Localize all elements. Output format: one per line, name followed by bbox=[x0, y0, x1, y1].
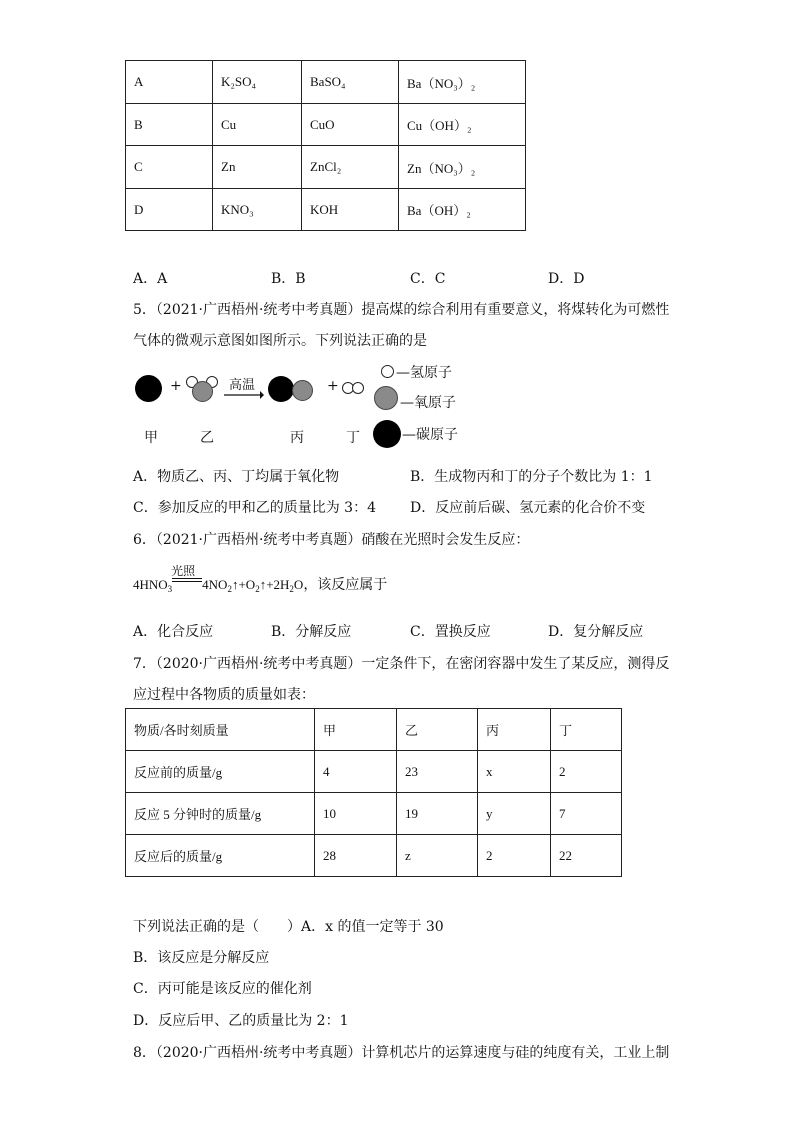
equation-subscript: 3 bbox=[167, 584, 173, 594]
q4-option-b[interactable]: B．B bbox=[271, 271, 306, 287]
table-cell: Ba（OH）₂ bbox=[399, 189, 526, 231]
q5-option-c[interactable]: C．参加反应的甲和乙的质量比为 3：4 bbox=[133, 500, 376, 516]
label-ding: 丁 bbox=[346, 430, 360, 446]
q4-table bbox=[125, 60, 526, 231]
table-cell: x bbox=[478, 751, 551, 793]
oxygen-legend-icon bbox=[374, 386, 398, 410]
table-cell: BaSO₄ bbox=[302, 61, 399, 104]
table-row bbox=[126, 61, 526, 104]
q5-stem-line2: 气体的微观示意图如图所示。下列说法正确的是 bbox=[133, 333, 427, 349]
q7-option-d[interactable]: D．反应后甲、乙的质量比为 2：1 bbox=[133, 1013, 349, 1029]
legend-hydrogen: —氢原子 bbox=[396, 365, 452, 381]
table-cell: z bbox=[397, 835, 478, 877]
table-cell: Cu bbox=[213, 104, 302, 146]
label-jia: 甲 bbox=[144, 430, 158, 446]
q5-stem-line1: 5．（2021·广西梧州·统考中考真题）提高煤的综合利用有重要意义，将煤转化为可燃性 bbox=[133, 302, 670, 318]
table-cell: 7 bbox=[551, 793, 622, 835]
table-cell: 10 bbox=[315, 793, 397, 835]
table-header-cell: 物质/各时刻质量 bbox=[126, 709, 315, 751]
table-cell: y bbox=[478, 793, 551, 835]
plus-sign: + bbox=[327, 378, 339, 394]
table-cell: 2 bbox=[551, 751, 622, 793]
table-cell: A bbox=[126, 61, 213, 104]
legend-carbon: —碳原子 bbox=[402, 427, 458, 443]
equation-reactant: 4HNO bbox=[133, 577, 168, 592]
q7-table bbox=[125, 708, 622, 877]
q6-option-d[interactable]: D．复分解反应 bbox=[548, 624, 644, 640]
equation-subscript: 2 bbox=[255, 584, 260, 594]
carbon-atom bbox=[135, 375, 162, 402]
table-cell: 反应前的质量/g bbox=[126, 751, 315, 793]
table-cell: KNO₃ bbox=[213, 189, 302, 231]
hydrogen-atom bbox=[352, 382, 364, 394]
equation-condition: 光照 bbox=[171, 564, 196, 578]
table-cell: ZnCl₂ bbox=[302, 146, 399, 189]
table-cell: 28 bbox=[315, 835, 397, 877]
table-row bbox=[126, 793, 622, 835]
table-cell: 反应 5 分钟时的质量/g bbox=[126, 793, 315, 835]
table-cell: K₂SO₄ bbox=[213, 61, 302, 104]
q5-option-b[interactable]: B．生成物丙和丁的分子个数比为 1：1 bbox=[410, 469, 653, 485]
q6-option-c[interactable]: C．置换反应 bbox=[410, 624, 491, 640]
table-header-cell: 丁 bbox=[551, 709, 622, 751]
table-row bbox=[126, 146, 526, 189]
q4-option-a[interactable]: A．A bbox=[133, 271, 168, 287]
carbon-legend-icon bbox=[373, 420, 401, 448]
q6-stem-line1: 6．（2021·广西梧州·统考中考真题）硝酸在光照时会发生反应： bbox=[133, 532, 530, 548]
q5-option-d[interactable]: D．反应前后碳、氢元素的化合价不变 bbox=[410, 500, 646, 516]
equation-tail: ，该反应属于 bbox=[303, 577, 388, 593]
equation-product: O bbox=[293, 577, 304, 592]
equation-product: ↑+O bbox=[231, 577, 256, 592]
table-header-cell: 乙 bbox=[397, 709, 478, 751]
table-header-row bbox=[126, 709, 622, 751]
q7-stem-option-a[interactable]: 下列说法正确的是（ ）A．x 的值一定等于 30 bbox=[133, 919, 444, 935]
table-cell: 4 bbox=[315, 751, 397, 793]
table-cell: 22 bbox=[551, 835, 622, 877]
q7-stem-line1: 7．（2020·广西梧州·统考中考真题）一定条件下，在密闭容器中发生了某反应，测得反 bbox=[133, 656, 670, 672]
table-cell: KOH bbox=[302, 189, 399, 231]
table-cell: Cu（OH）₂ bbox=[399, 104, 526, 146]
q6-option-b[interactable]: B．分解反应 bbox=[271, 624, 352, 640]
table-cell: 反应后的质量/g bbox=[126, 835, 315, 877]
table-cell: Zn bbox=[213, 146, 302, 189]
reaction-arrow-icon bbox=[224, 390, 264, 400]
hydrogen-legend-icon bbox=[381, 365, 394, 378]
equation-product: 4NO bbox=[202, 577, 228, 592]
table-cell: CuO bbox=[302, 104, 399, 146]
q7-option-b[interactable]: B．该反应是分解反应 bbox=[133, 950, 270, 966]
oxygen-atom bbox=[192, 381, 213, 402]
q4-option-c[interactable]: C．C bbox=[410, 271, 446, 287]
q7-option-c[interactable]: C．丙可能是该反应的催化剂 bbox=[133, 981, 312, 997]
table-row bbox=[126, 189, 526, 231]
oxygen-atom bbox=[292, 380, 313, 401]
equation-arrow bbox=[171, 564, 202, 589]
table-cell: Ba（NO₃）₂ bbox=[399, 61, 526, 104]
q8-stem-line1: 8．（2020·广西梧州·统考中考真题）计算机芯片的运算速度与硅的纯度有关，工业上制 bbox=[133, 1045, 670, 1061]
equation-subscript: 2 bbox=[227, 584, 232, 594]
label-bing: 丙 bbox=[290, 430, 304, 446]
table-cell: Zn（NO₃）₂ bbox=[399, 146, 526, 189]
equation-product: ↑+2H bbox=[259, 577, 290, 592]
table-row bbox=[126, 835, 622, 877]
q7-stem-line2: 应过程中各物质的质量如表： bbox=[133, 687, 315, 703]
q4-option-d[interactable]: D．D bbox=[548, 271, 585, 287]
table-row bbox=[126, 751, 622, 793]
table-cell: D bbox=[126, 189, 213, 231]
legend-oxygen: —氧原子 bbox=[400, 395, 456, 411]
q6-option-a[interactable]: A．化合反应 bbox=[133, 624, 214, 640]
plus-sign: + bbox=[170, 378, 182, 394]
table-header-cell: 丙 bbox=[478, 709, 551, 751]
label-yi: 乙 bbox=[200, 430, 214, 446]
carbon-atom bbox=[268, 376, 294, 402]
q5-option-a[interactable]: A．物质乙、丙、丁均属于氧化物 bbox=[133, 469, 340, 485]
table-cell: 19 bbox=[397, 793, 478, 835]
table-cell: B bbox=[126, 104, 213, 146]
table-cell: C bbox=[126, 146, 213, 189]
table-row bbox=[126, 104, 526, 146]
equation-subscript: 2 bbox=[289, 584, 294, 594]
reaction-condition: 高温 bbox=[229, 378, 256, 393]
table-header-cell: 甲 bbox=[315, 709, 397, 751]
table-cell: 2 bbox=[478, 835, 551, 877]
q6-equation bbox=[133, 564, 388, 594]
table-cell: 23 bbox=[397, 751, 478, 793]
